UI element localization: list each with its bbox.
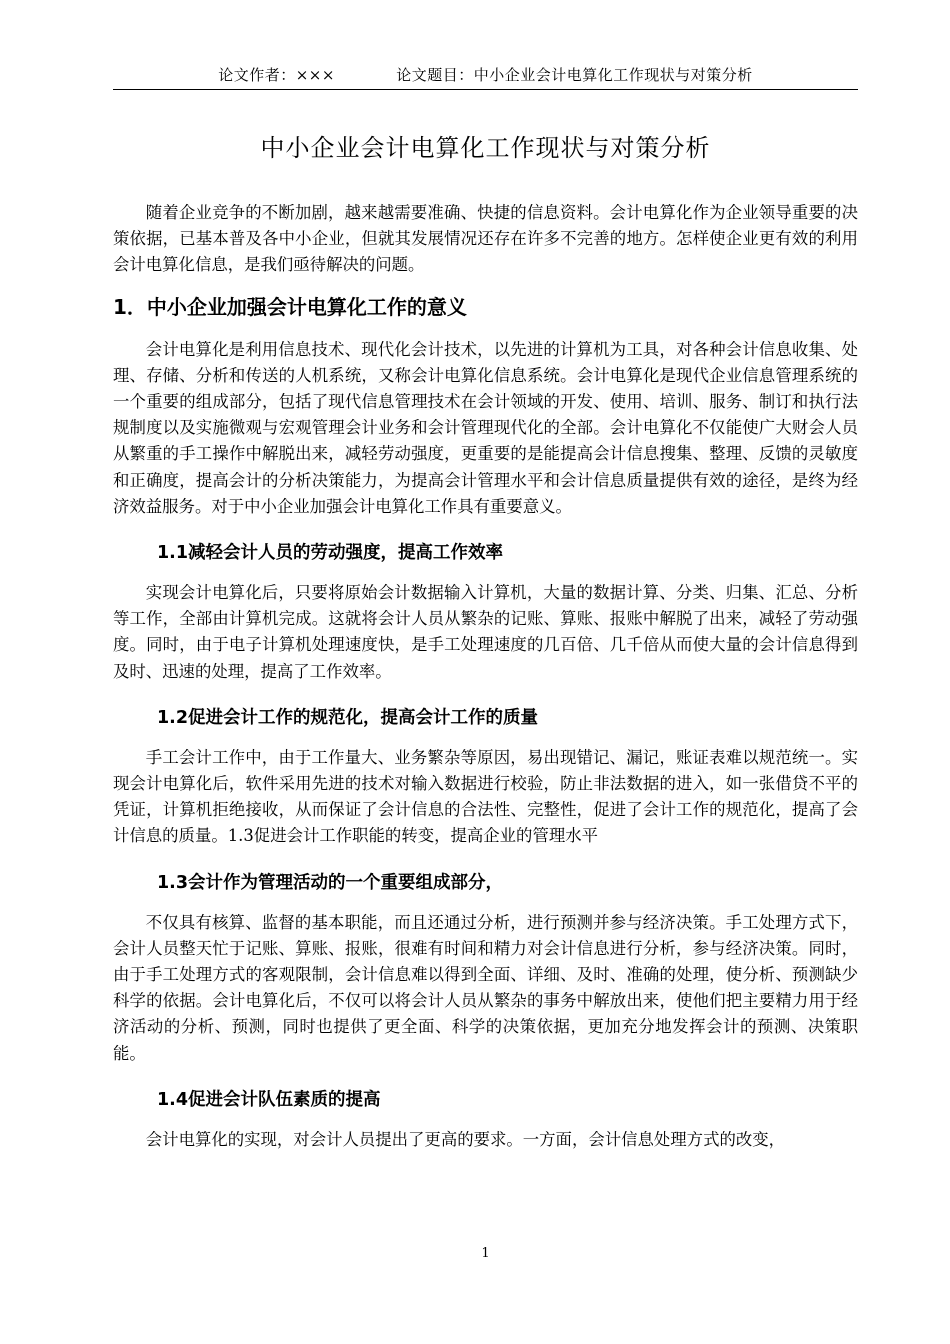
page-number: 1: [481, 1246, 490, 1261]
subsection-1-1-paragraph: 实现会计电算化后，只要将原始会计数据输入计算机，大量的数据计算、分类、归集、汇总、分析等工作，全部由计算机完成。这就将会计人员从繁杂的记账、算账、报账中解脱了出来，减轻了劳动强度。同时，由于电子计算机处理速度快，是手工处理速度的几百倍、几千倍从而使大量的会计信息得到及时、迅速的处理，提高了工作效率。: [113, 583, 858, 681]
subsection-1-2-paragraph: 手工会计工作中，由于工作量大、业务繁杂等原因，易出现错记、漏记，账证表难以规范统一。实现会计电算化后，软件采用先进的技术对输入数据进行校验，防止非法数据的进入，如一张借贷不平的凭证，计算机拒绝接收，从而保证了会计信息的合法性、完整性，促进了会计工作的规范化，提高了会计信息的质量。1.3促进会计工作职能的转变，提高企业的管理水平: [113, 747, 858, 846]
header-topic: 论文题目：中小企业会计电算化工作现状与对策分析: [396, 66, 753, 84]
subsection-1-2-heading: 1.2促进会计工作的规范化，提高会计工作的质量: [157, 707, 538, 728]
section-1-heading: 1．中小企业加强会计电算化工作的意义: [113, 294, 467, 319]
subsection-1-3-heading: 1.3会计作为管理活动的一个重要组成部分，: [157, 872, 503, 893]
subsection-1-3-paragraph: 不仅具有核算、监督的基本职能，而且还通过分析，进行预测并参与经济决策。手工处理方式下，会计人员整天忙于记账、算账、报账，很难有时间和精力对会计信息进行分析，参与经济决策。同时，由于手工处理方式的客观限制，会计信息难以得到全面、详细、及时、准确的处理，使分析、预测缺少科学的依据。会计电算化后，不仅可以将会计人员从繁杂的事务中解放出来，使他们把主要精力用于经济活动的分析、预测，同时也提供了更全面、科学的决策依据，更加充分地发挥会计的预测、决策职能。: [113, 912, 858, 1063]
subsection-1-4-heading: 1.4促进会计队伍素质的提高: [157, 1089, 381, 1110]
document-body: [113, 200, 858, 1153]
header-author: 论文作者：×××: [218, 66, 335, 84]
subsection-1-4-paragraph: 会计电算化的实现，对会计人员提出了更高的要求。一方面，会计信息处理方式的改变，: [145, 1129, 786, 1149]
document-title: 中小企业会计电算化工作现状与对策分析: [260, 134, 711, 162]
subsection-1-1-heading: 1.1减轻会计人员的劳动强度，提高工作效率: [157, 543, 503, 564]
intro-paragraph: 随着企业竞争的不断加剧，越来越需要准确、快捷的信息资料。会计电算化作为企业领导重要的决策依据，已基本普及各中小企业，但就其发展情况还存在许多不完善的地方。怎样使企业更有效的利用会计电算化信息，是我们亟待解决的问题。: [113, 203, 858, 275]
running-header: [113, 64, 858, 90]
section-1-paragraph: 会计电算化是利用信息技术、现代化会计技术，以先进的计算机为工具，对各种会计信息收集、处理、存储、分析和传送的人机系统，又称会计电算化信息系统。会计电算化是现代企业信息管理系统的一个重要的组成部分，包括了现代信息管理技术在会计领域的开发、使用、培训、服务、制订和执行法规制度以及实施微观与宏观管理会计业务和会计管理现代化的全部。会计电算化不仅能使广大财会人员从繁重的手工操作中解脱出来，减轻劳动强度，更重要的是能提高会计信息搜集、整理、反馈的灵敏度和正确度，提高会计的分析决策能力，为提高会计管理水平和会计信息质量提供有效的途径，是终为经济效益服务。对于中小企业加强会计电算化工作具有重要意义。: [113, 339, 858, 516]
